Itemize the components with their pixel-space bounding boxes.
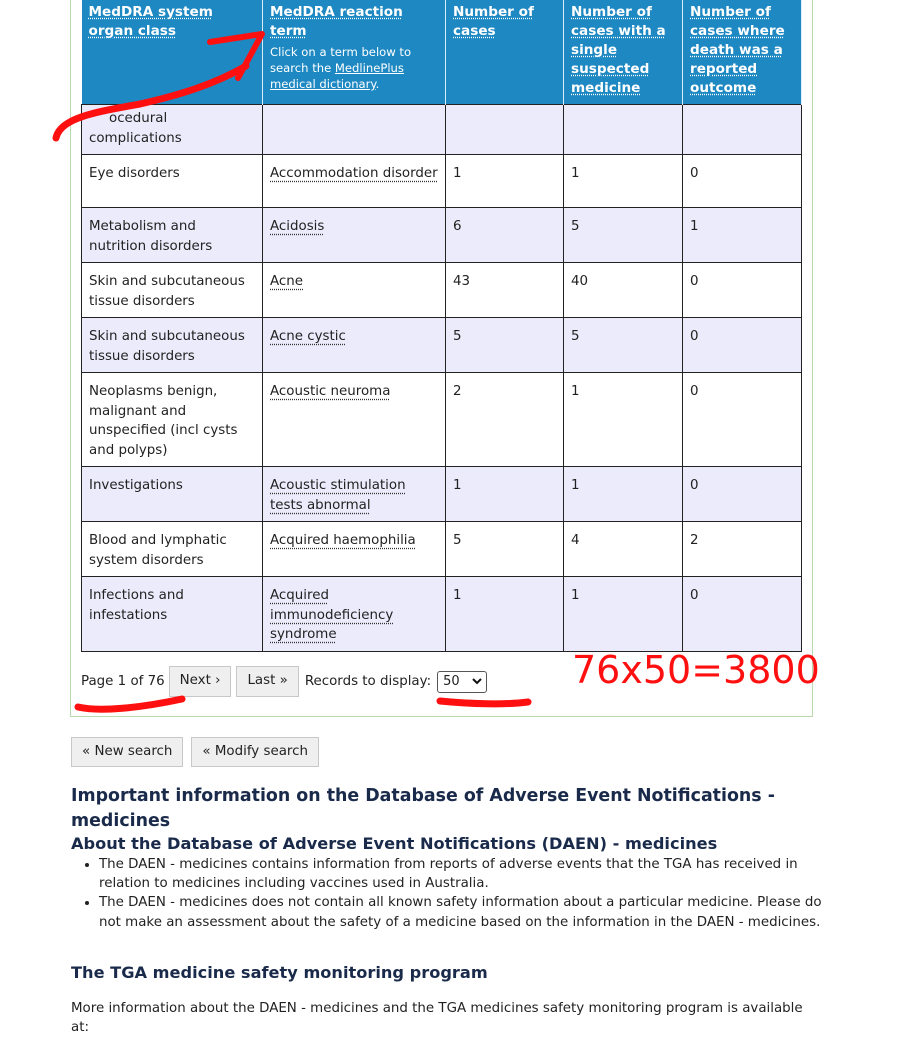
pagination-bar	[81, 666, 487, 697]
cell-organ-class: Investigations	[82, 467, 263, 522]
last-page-button[interactable]: Last »	[236, 666, 298, 697]
table-header-row	[82, 0, 802, 105]
cell-single	[564, 105, 683, 155]
cell-organ-class: ocedural complications	[82, 105, 263, 155]
medlineplus-link[interactable]: MedlinePlus medical dictionary	[270, 61, 404, 91]
table-row	[82, 105, 802, 155]
list-item: • The DAEN - medicines does not contain all known safety information about a particular medicine. Please do not make an assessment about the safety of a medicine based on the information in the DAEN - medicines.	[99, 893, 829, 931]
cell-organ-class: Metabolism and nutrition disorders	[82, 208, 263, 263]
cell-cases: 1	[446, 467, 564, 522]
reaction-term-link[interactable]: Accommodation disorder	[270, 166, 438, 181]
table-row	[82, 467, 802, 522]
cell-single: 5	[564, 318, 683, 373]
cell-deaths: 0	[683, 467, 802, 522]
table-row	[82, 522, 802, 577]
reaction-term-link[interactable]: Acne	[270, 274, 304, 289]
reaction-term-link[interactable]: Acquired immunodeficiency syndrome	[270, 588, 394, 642]
table-row	[82, 155, 802, 208]
modify-search-button[interactable]: « Modify search	[191, 737, 319, 767]
cell-deaths: 0	[683, 318, 802, 373]
records-select[interactable]: 50	[437, 671, 487, 693]
about-daen-heading: About the Database of Adverse Event Notifications (DAEN) - medicines	[71, 834, 718, 853]
cell-reaction-term	[263, 522, 446, 577]
header-number-of-cases[interactable]: Number of cases	[446, 0, 564, 105]
cell-cases	[446, 105, 564, 155]
cell-deaths: 0	[683, 373, 802, 467]
table-row	[82, 577, 802, 652]
cell-reaction-term	[263, 467, 446, 522]
cell-reaction-term	[263, 208, 446, 263]
new-search-button[interactable]: « New search	[71, 737, 183, 767]
annotation-calculation: 76x50=3800	[572, 648, 820, 692]
cell-reaction-term	[263, 318, 446, 373]
cell-cases: 6	[446, 208, 564, 263]
cell-reaction-term	[263, 577, 446, 652]
cell-single: 1	[564, 467, 683, 522]
info-bullets	[81, 855, 829, 932]
cell-deaths: 0	[683, 577, 802, 652]
header-death-outcome[interactable]: Number of cases where death was a reported outcome	[683, 0, 802, 105]
reaction-term-link[interactable]: Acidosis	[270, 219, 325, 234]
cell-deaths: 0	[683, 263, 802, 318]
cell-organ-class: Neoplasms benign, malignant and unspecified (incl cysts and polyps)	[82, 373, 263, 467]
reaction-term-link[interactable]: Acoustic stimulation tests abnormal	[270, 478, 406, 513]
cell-cases: 43	[446, 263, 564, 318]
cell-cases: 1	[446, 577, 564, 652]
cell-deaths	[683, 105, 802, 155]
page-indicator: Page 1 of 76	[81, 674, 165, 689]
list-item: • The DAEN - medicines contains information from reports of adverse events that the TGA has received in relation to medicines including vaccines used in Australia.	[99, 855, 829, 893]
header-reaction-note: Click on a term below to search the MedlinePlus medical dictionary.	[270, 45, 412, 91]
cell-organ-class: Infections and infestations	[82, 577, 263, 652]
cell-reaction-term	[263, 373, 446, 467]
table-row	[82, 373, 802, 467]
info-heading: Important information on the Database of Adverse Event Notifications - medicines	[71, 786, 775, 831]
cell-single: 4	[564, 522, 683, 577]
reaction-term-link[interactable]: Acoustic neuroma	[270, 384, 391, 399]
header-organ-class[interactable]: MedDRA system organ class	[82, 0, 263, 105]
cell-deaths: 1	[683, 208, 802, 263]
cell-single: 5	[564, 208, 683, 263]
reaction-term-link[interactable]: Acquired haemophilia	[270, 533, 416, 548]
cell-reaction-term	[263, 105, 446, 155]
cell-reaction-term	[263, 263, 446, 318]
cell-single: 1	[564, 577, 683, 652]
cell-organ-class: Eye disorders	[82, 155, 263, 208]
cell-organ-class: Blood and lymphatic system disorders	[82, 522, 263, 577]
cell-cases: 1	[446, 155, 564, 208]
monitoring-heading: The TGA medicine safety monitoring program	[71, 963, 488, 982]
table-row	[82, 318, 802, 373]
cell-cases: 5	[446, 318, 564, 373]
header-single-suspected[interactable]: Number of cases with a single suspected medicine	[564, 0, 683, 105]
cell-organ-class: Skin and subcutaneous tissue disorders	[82, 318, 263, 373]
cell-deaths: 2	[683, 522, 802, 577]
records-label: Records to display:	[304, 674, 432, 689]
header-reaction-term[interactable]: MedDRA reaction term Click on a term below to search the MedlinePlus medical dictionary.	[263, 0, 446, 105]
cell-reaction-term	[263, 155, 446, 208]
reaction-term-link[interactable]: Acne cystic	[270, 329, 346, 344]
more-info-paragraph: More information about the DAEN - medicines and the TGA medicines safety monitoring program is available at:	[71, 1001, 803, 1035]
search-actions	[71, 737, 319, 767]
cell-deaths: 0	[683, 155, 802, 208]
table-row	[82, 263, 802, 318]
cell-single: 1	[564, 373, 683, 467]
next-page-button[interactable]: Next ›	[169, 666, 232, 697]
cell-cases: 2	[446, 373, 564, 467]
chevron-down-icon	[472, 674, 482, 689]
cell-single: 40	[564, 263, 683, 318]
results-table	[81, 0, 802, 652]
cell-cases: 5	[446, 522, 564, 577]
cell-organ-class: Skin and subcutaneous tissue disorders	[82, 263, 263, 318]
table-row	[82, 208, 802, 263]
cell-single: 1	[564, 155, 683, 208]
